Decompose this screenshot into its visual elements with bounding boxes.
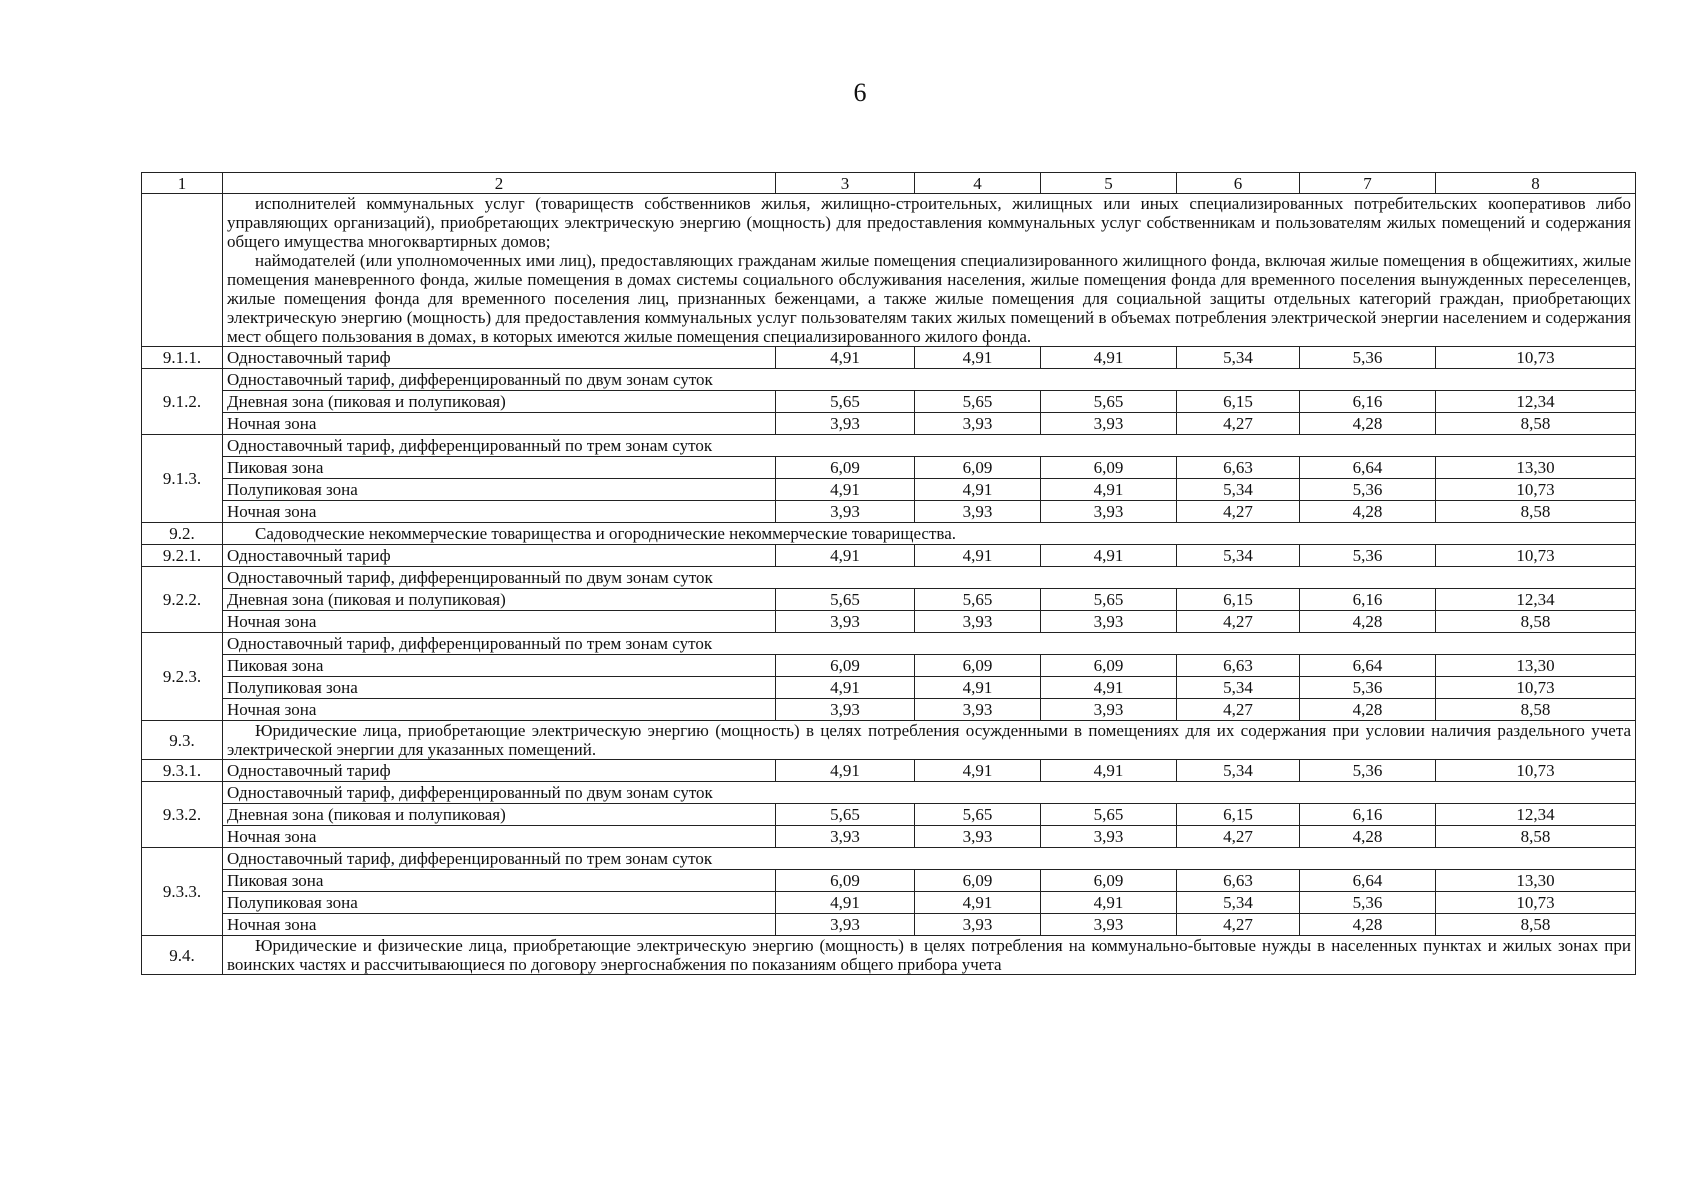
value-cell: 6,15 [1177, 391, 1300, 413]
value-cell: 4,91 [1041, 760, 1177, 782]
table-row [142, 369, 1636, 391]
value-cell: 6,15 [1177, 804, 1300, 826]
value-cell: 3,93 [776, 826, 915, 848]
row-label: Дневная зона (пиковая и полупиковая) [223, 804, 776, 826]
table-row [142, 760, 1636, 782]
value-cell: 5,65 [1041, 589, 1177, 611]
value-cell: 3,93 [776, 501, 915, 523]
intro-paragraph-2: наймодателей (или уполномоченных ими лиц), предоставляющих гражданам жилые помещения специализированного жилищного фонда, включая жилые помещения в общежитиях, жилые помещения маневренного фонда, жилые помещения в домах системы социального обслуживания населения, жилые помещения фонда для временного поселения вынужденных переселенцев, жилые помещения фонда для временного поселения лиц, признанных беженцами, а также жилые помещения для социальной защиты отдельных категорий граждан, приобретающих электрическую энергию (мощность) для предоставления коммунальных услуг пользователям таких жилых помещений в объемах потребления электрической энергии населением и содержания мест общего пользования в домах, в которых имеются жилые помещения специализированного жилого фонда. [227, 251, 1631, 346]
value-cell: 4,91 [776, 545, 915, 567]
row-label: Пиковая зона [223, 457, 776, 479]
value-cell: 5,34 [1177, 677, 1300, 699]
value-cell: 12,34 [1436, 804, 1636, 826]
value-cell: 4,91 [1041, 545, 1177, 567]
row-label: Полупиковая зона [223, 892, 776, 914]
value-cell: 6,09 [915, 655, 1041, 677]
value-cell: 4,91 [1041, 677, 1177, 699]
header-col-6: 6 [1177, 173, 1300, 194]
value-cell: 6,16 [1300, 804, 1436, 826]
value-cell: 6,09 [776, 457, 915, 479]
row-label: Дневная зона (пиковая и полупиковая) [223, 391, 776, 413]
header-col-2: 2 [223, 173, 776, 194]
value-cell: 3,93 [1041, 699, 1177, 721]
value-cell: 5,65 [915, 391, 1041, 413]
value-cell: 4,91 [915, 479, 1041, 501]
value-cell: 5,34 [1177, 545, 1300, 567]
row-number: 9.3.3. [142, 848, 223, 936]
row-number: 9.3.2. [142, 782, 223, 848]
intro-row [142, 194, 1636, 347]
value-cell: 3,93 [915, 501, 1041, 523]
value-cell: 4,28 [1300, 914, 1436, 936]
value-cell: 5,34 [1177, 760, 1300, 782]
value-cell: 3,93 [1041, 826, 1177, 848]
header-col-8: 8 [1436, 173, 1636, 194]
value-cell: 5,36 [1300, 347, 1436, 369]
value-cell: 8,58 [1436, 914, 1636, 936]
section-paragraph: Юридические лица, приобретающие электрическую энергию (мощность) в целях потребления осужденными в помещениях для их содержания при условии наличия раздельного учета электрической энергии для указанных помещений. [227, 721, 1631, 759]
section-title [223, 721, 1636, 760]
table-row [142, 848, 1636, 870]
row-number: 9.1.1. [142, 347, 223, 369]
value-cell: 3,93 [776, 611, 915, 633]
value-cell: 3,93 [915, 611, 1041, 633]
intro-text-cell [223, 194, 1636, 347]
value-cell: 6,09 [1041, 457, 1177, 479]
section-title [223, 936, 1636, 975]
value-cell: 4,27 [1177, 413, 1300, 435]
intro-number-cell [142, 194, 223, 347]
table-row [142, 914, 1636, 936]
value-cell: 6,16 [1300, 589, 1436, 611]
row-label: Ночная зона [223, 413, 776, 435]
value-cell: 4,27 [1177, 699, 1300, 721]
value-cell: 3,93 [915, 914, 1041, 936]
value-cell: 6,63 [1177, 870, 1300, 892]
row-number: 9.3.1. [142, 760, 223, 782]
row-label: Пиковая зона [223, 655, 776, 677]
table-row [142, 413, 1636, 435]
row-number: 9.1.2. [142, 369, 223, 435]
header-col-1: 1 [142, 173, 223, 194]
value-cell: 6,09 [776, 870, 915, 892]
table-row [142, 655, 1636, 677]
value-cell: 6,09 [1041, 870, 1177, 892]
page-number: 6 [853, 78, 867, 107]
value-cell: 4,91 [776, 760, 915, 782]
value-cell: 6,15 [1177, 589, 1300, 611]
table-row [142, 804, 1636, 826]
value-cell: 6,09 [915, 870, 1041, 892]
value-cell: 4,91 [776, 892, 915, 914]
value-cell: 5,65 [915, 589, 1041, 611]
value-cell: 10,73 [1436, 545, 1636, 567]
header-col-7: 7 [1300, 173, 1436, 194]
table-row [142, 721, 1636, 760]
row-label: Дневная зона (пиковая и полупиковая) [223, 589, 776, 611]
section-title: Садоводческие некоммерческие товарищества и огороднические некоммерческие товарищества. [223, 523, 1636, 545]
section-paragraph: Юридические и физические лица, приобретающие электрическую энергию (мощность) в целях потребления на коммунально-бытовые нужды в населенных пунктах и жилых зонах при воинских частях и рассчитывающиеся по договору энергоснабжения по показаниям общего прибора учета [227, 936, 1631, 974]
value-cell: 8,58 [1436, 501, 1636, 523]
value-cell: 5,65 [915, 804, 1041, 826]
value-cell: 4,28 [1300, 611, 1436, 633]
value-cell: 3,93 [1041, 413, 1177, 435]
value-cell: 6,16 [1300, 391, 1436, 413]
value-cell: 8,58 [1436, 413, 1636, 435]
value-cell: 4,28 [1300, 826, 1436, 848]
value-cell: 3,93 [776, 413, 915, 435]
row-label: Одноставочный тариф, дифференцированный по двум зонам суток [223, 369, 1636, 391]
header-col-4: 4 [915, 173, 1041, 194]
table-row [142, 523, 1636, 545]
value-cell: 4,27 [1177, 914, 1300, 936]
table-row [142, 611, 1636, 633]
intro-paragraph-1: исполнителей коммунальных услуг (товариществ собственников жилья, жилищно-строительных, жилищных или иных специализированных потребительских кооперативов либо управляющих организаций), приобретающих электрическую энергию (мощность) для предоставления коммунальных услуг собственникам и пользователям жилых помещений и содержания общего имущества многоквартирных домов; [227, 194, 1631, 251]
value-cell: 4,28 [1300, 413, 1436, 435]
row-label: Ночная зона [223, 826, 776, 848]
value-cell: 4,91 [915, 677, 1041, 699]
row-label: Одноставочный тариф [223, 760, 776, 782]
row-label: Одноставочный тариф, дифференцированный по двум зонам суток [223, 567, 1636, 589]
value-cell: 10,73 [1436, 479, 1636, 501]
row-label: Одноставочный тариф, дифференцированный по трем зонам суток [223, 633, 1636, 655]
value-cell: 13,30 [1436, 655, 1636, 677]
value-cell: 3,93 [915, 699, 1041, 721]
value-cell: 4,28 [1300, 501, 1436, 523]
value-cell: 3,93 [1041, 611, 1177, 633]
row-label: Одноставочный тариф [223, 347, 776, 369]
table-row [142, 567, 1636, 589]
table-row [142, 435, 1636, 457]
header-row [142, 173, 1636, 194]
value-cell: 4,91 [1041, 479, 1177, 501]
value-cell: 3,93 [776, 914, 915, 936]
value-cell: 5,36 [1300, 892, 1436, 914]
row-label: Ночная зона [223, 611, 776, 633]
table-row [142, 782, 1636, 804]
value-cell: 3,93 [1041, 501, 1177, 523]
value-cell: 5,36 [1300, 677, 1436, 699]
table-row [142, 457, 1636, 479]
value-cell: 6,63 [1177, 655, 1300, 677]
value-cell: 4,27 [1177, 501, 1300, 523]
table-row [142, 826, 1636, 848]
value-cell: 5,65 [776, 804, 915, 826]
value-cell: 4,27 [1177, 826, 1300, 848]
row-number: 9.2.3. [142, 633, 223, 721]
value-cell: 4,91 [776, 677, 915, 699]
row-label: Ночная зона [223, 914, 776, 936]
value-cell: 8,58 [1436, 826, 1636, 848]
table-row [142, 699, 1636, 721]
value-cell: 4,91 [915, 760, 1041, 782]
value-cell: 6,09 [1041, 655, 1177, 677]
value-cell: 12,34 [1436, 391, 1636, 413]
row-number: 9.2.1. [142, 545, 223, 567]
table-row [142, 391, 1636, 413]
value-cell: 4,91 [915, 892, 1041, 914]
row-label: Пиковая зона [223, 870, 776, 892]
value-cell: 10,73 [1436, 760, 1636, 782]
value-cell: 6,64 [1300, 457, 1436, 479]
row-number: 9.3. [142, 721, 223, 760]
value-cell: 10,73 [1436, 347, 1636, 369]
table-row [142, 892, 1636, 914]
value-cell: 8,58 [1436, 611, 1636, 633]
value-cell: 5,36 [1300, 545, 1436, 567]
value-cell: 6,09 [776, 655, 915, 677]
row-label: Полупиковая зона [223, 677, 776, 699]
row-label: Одноставочный тариф, дифференцированный по трем зонам суток [223, 848, 1636, 870]
tariff-table [141, 172, 1636, 975]
value-cell: 5,65 [776, 589, 915, 611]
value-cell: 5,36 [1300, 760, 1436, 782]
row-number: 9.1.3. [142, 435, 223, 523]
table-row [142, 677, 1636, 699]
value-cell: 3,93 [776, 699, 915, 721]
table-row [142, 870, 1636, 892]
value-cell: 3,93 [915, 413, 1041, 435]
table-row [142, 936, 1636, 975]
value-cell: 13,30 [1436, 457, 1636, 479]
row-label: Одноставочный тариф [223, 545, 776, 567]
value-cell: 4,91 [776, 347, 915, 369]
value-cell: 10,73 [1436, 892, 1636, 914]
table-row [142, 479, 1636, 501]
row-number: 9.4. [142, 936, 223, 975]
value-cell: 4,91 [915, 347, 1041, 369]
table-row [142, 501, 1636, 523]
value-cell: 4,27 [1177, 611, 1300, 633]
value-cell: 5,65 [776, 391, 915, 413]
table-row [142, 347, 1636, 369]
value-cell: 5,65 [1041, 804, 1177, 826]
row-number: 9.2.2. [142, 567, 223, 633]
value-cell: 6,63 [1177, 457, 1300, 479]
value-cell: 3,93 [915, 826, 1041, 848]
value-cell: 5,36 [1300, 479, 1436, 501]
value-cell: 4,91 [915, 545, 1041, 567]
value-cell: 5,34 [1177, 347, 1300, 369]
value-cell: 4,91 [776, 479, 915, 501]
row-label: Ночная зона [223, 501, 776, 523]
table-row [142, 589, 1636, 611]
header-col-3: 3 [776, 173, 915, 194]
value-cell: 13,30 [1436, 870, 1636, 892]
table-row [142, 545, 1636, 567]
value-cell: 6,64 [1300, 870, 1436, 892]
value-cell: 8,58 [1436, 699, 1636, 721]
table-row [142, 633, 1636, 655]
value-cell: 6,09 [915, 457, 1041, 479]
value-cell: 12,34 [1436, 589, 1636, 611]
value-cell: 4,91 [1041, 347, 1177, 369]
header-col-5: 5 [1041, 173, 1177, 194]
value-cell: 6,64 [1300, 655, 1436, 677]
value-cell: 4,28 [1300, 699, 1436, 721]
row-label: Ночная зона [223, 699, 776, 721]
value-cell: 4,91 [1041, 892, 1177, 914]
value-cell: 5,34 [1177, 479, 1300, 501]
value-cell: 5,34 [1177, 892, 1300, 914]
row-label: Одноставочный тариф, дифференцированный по двум зонам суток [223, 782, 1636, 804]
value-cell: 10,73 [1436, 677, 1636, 699]
value-cell: 5,65 [1041, 391, 1177, 413]
row-label: Одноставочный тариф, дифференцированный по трем зонам суток [223, 435, 1636, 457]
value-cell: 3,93 [1041, 914, 1177, 936]
row-number: 9.2. [142, 523, 223, 545]
row-label: Полупиковая зона [223, 479, 776, 501]
